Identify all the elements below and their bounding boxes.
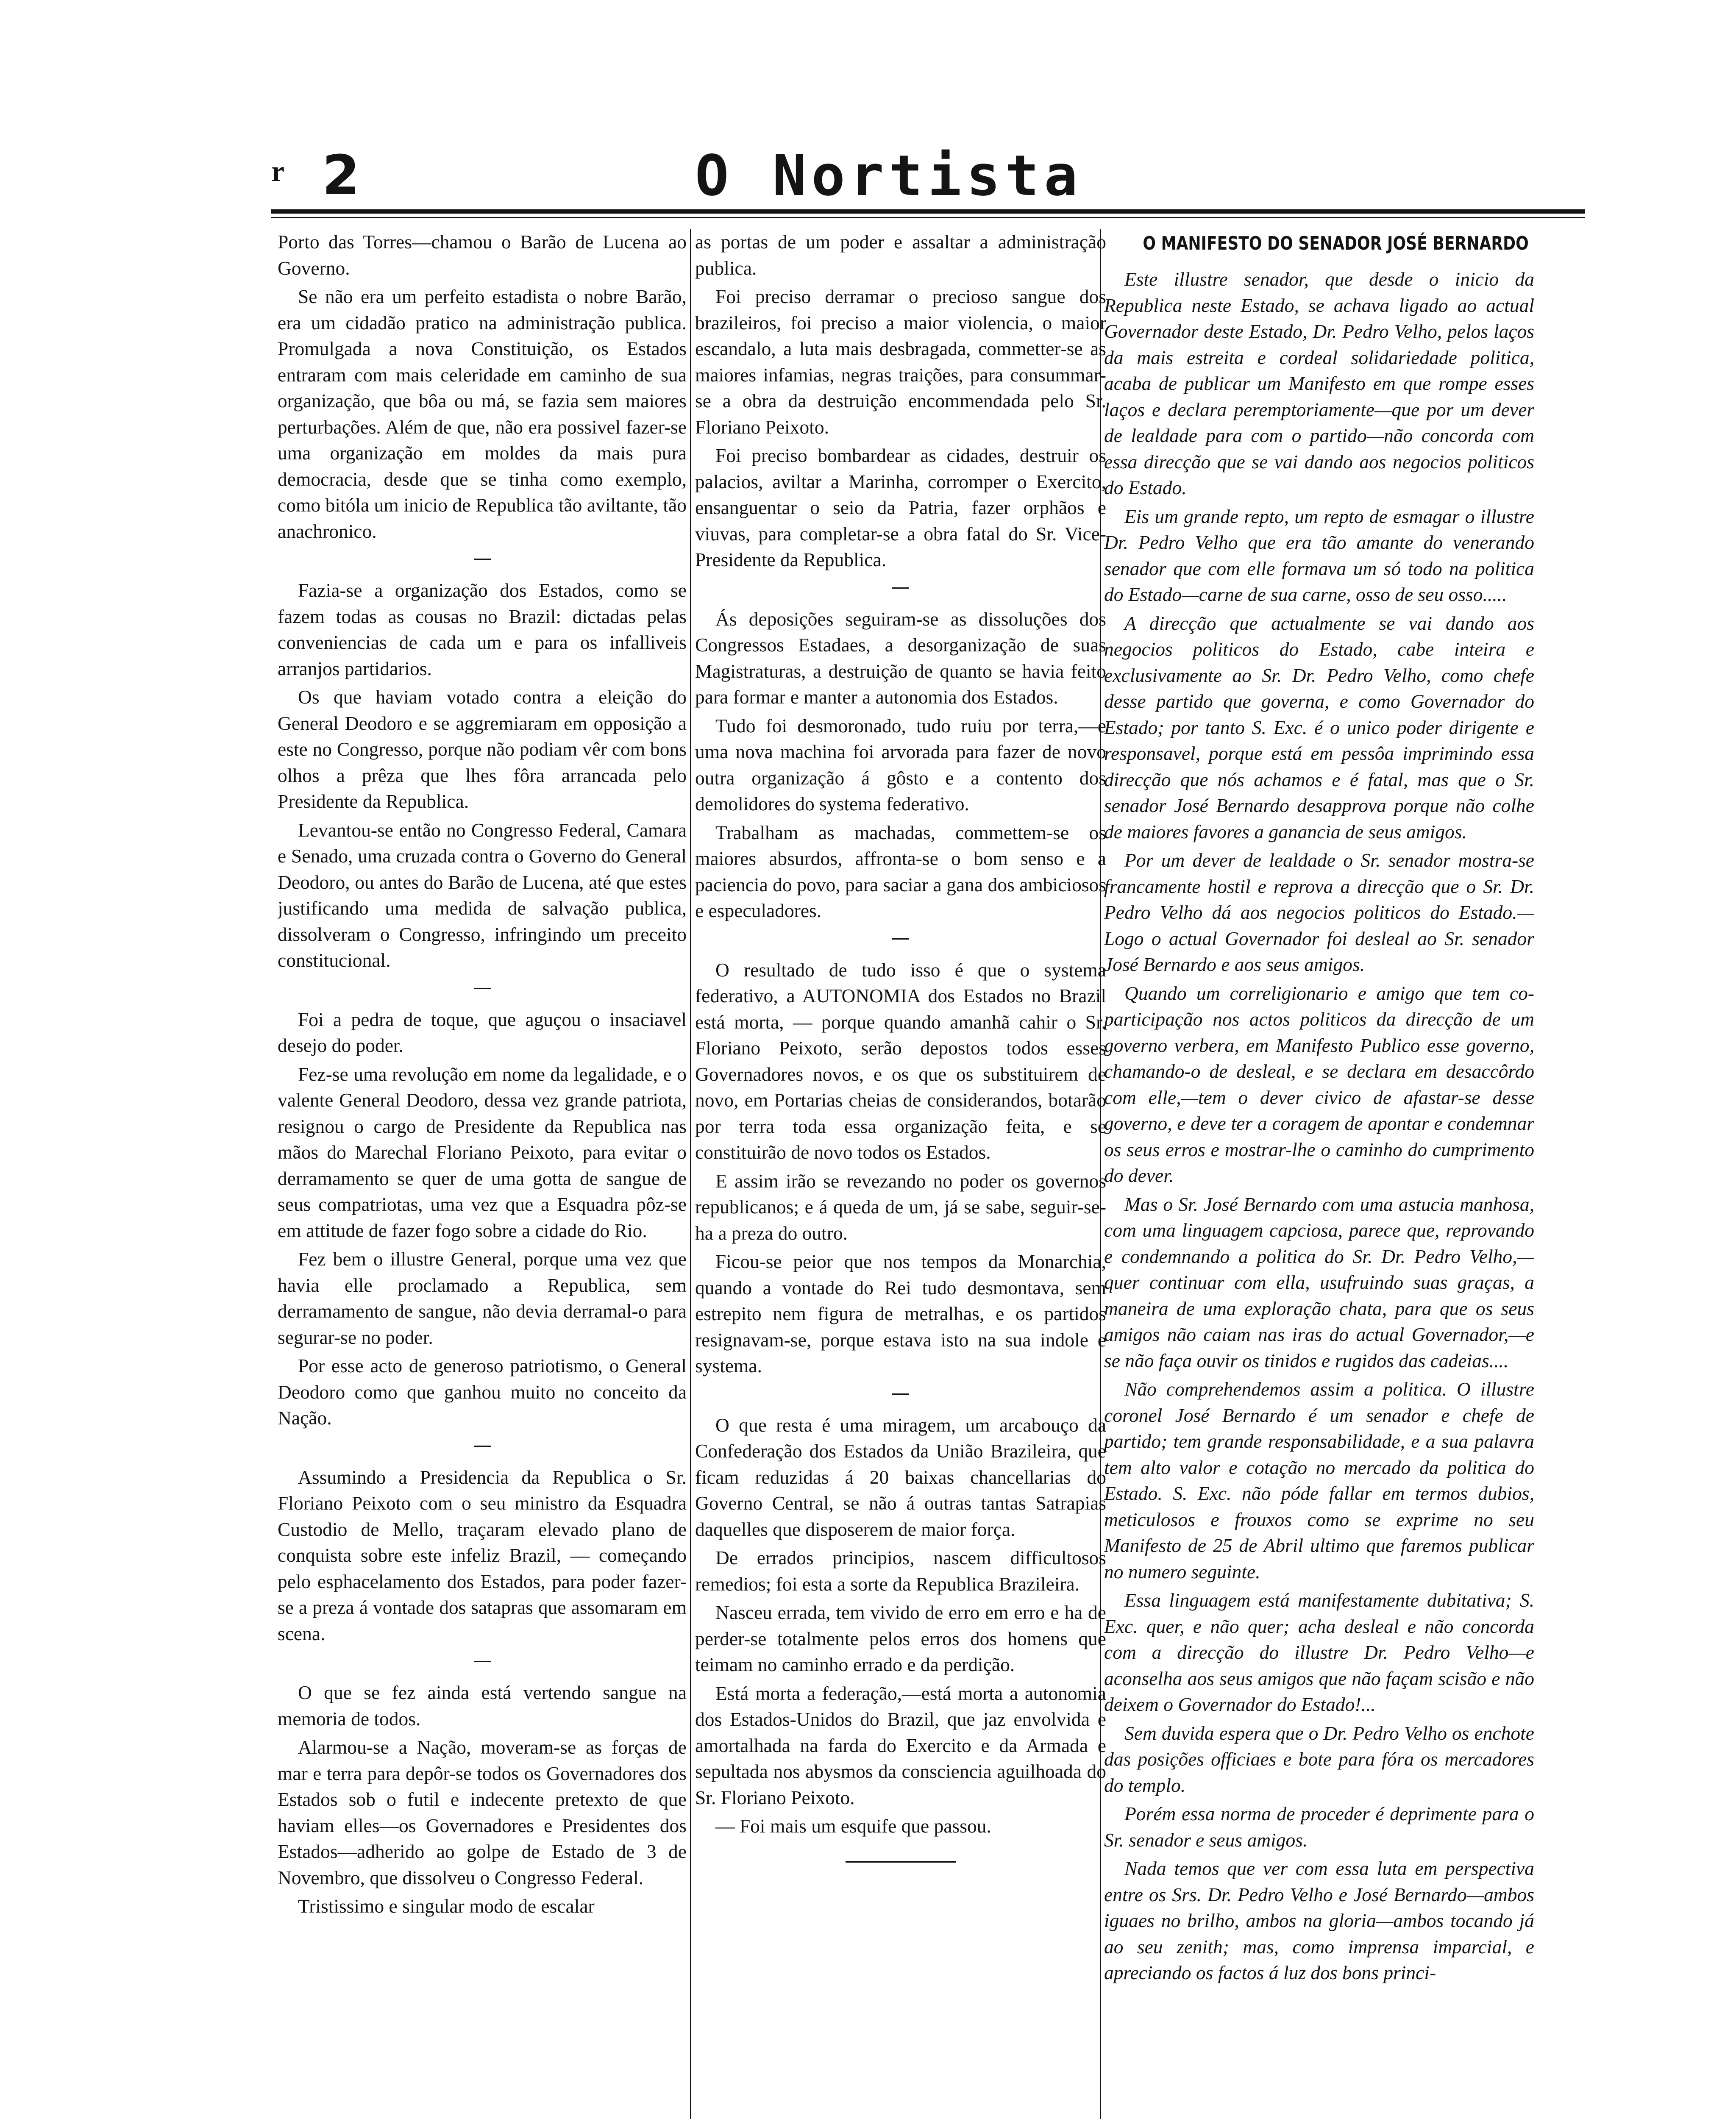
article-heading: O MANIFESTO DO SENADOR JOSÉ BERNARDO xyxy=(1143,233,1529,254)
end-rule xyxy=(695,1847,1106,1873)
article-column-2 xyxy=(695,229,1106,2119)
section-separator xyxy=(278,553,687,562)
paragraph: Está morta a federação,—está morta a autonomia dos Estados-Unidos do Brazil, que jaz envolvida e amortalhada na farda do Exercito e da Armada e sepultada nos abysmos da consciencia aguilhoada do Sr. Floriano Peixoto. xyxy=(695,1682,1106,1808)
article-column-1 xyxy=(278,229,687,2119)
paragraph: O resultado de tudo isso é que o systema federativo, a AUTONOMIA dos Estados no Brazil está morta, — porque quando amanhã cahir o Sr. Floriano Peixoto, serão depostos todos esses Governadores novos, e os que os substituirem de novo, em Portarias cheias de considerandos, botarão por terra toda essa organização feita, e se constituirão de novo todos os Estados. xyxy=(695,959,1106,1163)
paragraph: Este illustre senador, que desde o inicio da Republica neste Estado, se achava ligado ao actual Governador deste Estado, Dr. Pedro Velho, pelos laços da mais estreita e cordeal solidariedade politica, acaba de publicar um Manifesto em que rompe esses laços e declara peremptoriamente—que por um dever de lealdade para com o partido—não concorda com essa direcção que se vai dando aos negocios politicos do Estado. xyxy=(1104,268,1534,498)
paragraph: Eis um grande repto, um repto de esmagar o illustre Dr. Pedro Velho que era tão amante do venerando senador que com elle formava um só todo na politica do Estado—carne de sua carne, osso de seu osso..... xyxy=(1104,505,1534,605)
section-separator xyxy=(695,582,1106,591)
header-rule-thin xyxy=(271,217,1585,218)
section-separator xyxy=(278,1656,687,1664)
header-rule-thick xyxy=(271,209,1585,214)
column-divider-1 xyxy=(690,229,691,2119)
section-separator xyxy=(695,933,1106,942)
paragraph: O que se fez ainda está vertendo sangue na memoria de todos. xyxy=(278,1682,687,1730)
paragraph: Nasceu errada, tem vivido de erro em erro e ha de perder-se totalmente pelos erros dos homens que teimam no caminho errado e da perdição. xyxy=(695,1602,1106,1675)
section-separator xyxy=(695,1388,1106,1397)
paragraph: O que resta é uma miragem, um arcabouço da Confederação dos Estados da União Brazileira, que ficam reduzidas á 20 baixas chancellarias do Governo Central, se não á outras tantas Satrapias daquelles que disposerem de maior força. xyxy=(695,1414,1106,1540)
section-separator xyxy=(278,1440,687,1449)
paragraph: Fez bem o illustre General, porque uma vez que havia elle proclamado a Republica, sem derramamento de sangue, não devia derramal-o para segurar-se no poder. xyxy=(278,1248,687,1348)
paragraph: Trabalham as machadas, commettem-se os maiores absurdos, affronta-se o bom senso e a paciencia do povo, para saciar a gana dos ambiciosos e especuladores. xyxy=(695,821,1106,921)
paragraph: Mas o Sr. José Bernardo com uma astucia manhosa, com uma linguagem capciosa, parece que, reprovando e condemnando a politica do Sr. Dr. Pedro Velho,—quer continuar com ella, usufruindo suas graças, a maneira de uma exploração chata, para que os seus amigos não caiam nas iras do actual Governador,—e se não faça ouvir os tinidos e rugidos das cadeias.... xyxy=(1104,1193,1534,1371)
paragraph: Ás deposições seguiram-se as dissoluções dos Congressos Estadaes, a desorganização de suas Magistraturas, a destruição de quanto se havia feito para formar e manter a autonomia dos Estados. xyxy=(695,608,1106,708)
paragraph: Essa linguagem está manifestamente dubitativa; S. Exc. quer, e não quer; acha desleal e não concorda com a direcção do illustre Dr. Pedro Velho—e aconselha aos seus amigos que não façam scisão e não deixem o Governador do Estado!... xyxy=(1104,1589,1534,1715)
section-separator xyxy=(278,983,687,991)
paragraph: Foi a pedra de toque, que aguçou o insaciavel desejo do poder. xyxy=(278,1008,687,1056)
paragraph: Levantou-se então no Congresso Federal, Camara e Senado, uma cruzada contra o Governo do General Deodoro, ou antes do Barão de Lucena, até que estes justificando uma medida de salvação publica, dissolveram o Congresso, infringindo um preceito constitucional. xyxy=(278,819,687,971)
paragraph: Porto das Torres—chamou o Barão de Lucena ao Governo. xyxy=(278,231,687,279)
paragraph: A direcção que actualmente se vai dando aos negocios politicos do Estado, cabe inteira e exclusivamente ao Sr. Dr. Pedro Velho, como chefe desse partido que governa, e como Governador do Estado; por tanto S. Exc. é o unico poder dirigente e responsavel, porque está em pessôa imprimindo essa direcção que nós achamos e é fatal, mas que o Sr. senador José Bernardo desapprova porque não colhe de maiores favores a ganancia de seus amigos. xyxy=(1104,612,1534,843)
paragraph: Se não era um perfeito estadista o nobre Barão, era um cidadão pratico na administração publica. Promulgada a nova Constituição, os Estados entraram com mais celeridade em caminho de sua organização, que bôa ou má, se fazia sem maiores perturbações. Além de que, não era possivel fazer-se uma organização em moldes da mais pura democracia, desde que se tinha como exemplo, como bitóla um inicio de Republica tão aviltante, tão anachronico. xyxy=(278,286,687,542)
paragraph: as portas de um poder e assaltar a administração publica. xyxy=(695,231,1106,279)
paragraph: Sem duvida espera que o Dr. Pedro Velho os enchote das posições officiaes e bote para fóra os mercadores do templo. xyxy=(1104,1722,1534,1796)
paragraph: De errados principios, nascem difficultosos remedios; foi esta a sorte da Republica Brazileira. xyxy=(695,1547,1106,1595)
paragraph: E assim irão se revezando no poder os governos republicanos; e á queda de um, já se sabe, seguir-se-ha a preza do outro. xyxy=(695,1170,1106,1244)
paragraph: Tudo foi desmoronado, tudo ruiu por terra,—e uma nova machina foi arvorada para fazer de novo outra organização á gôsto e a contento dos demolidores do systema federativo. xyxy=(695,715,1106,815)
newspaper-title: O Nortista xyxy=(695,143,1083,209)
paragraph: Porém essa norma de proceder é deprimente para o Sr. senador e seus amigos. xyxy=(1104,1803,1534,1851)
article-column-3 xyxy=(1104,229,1534,2119)
paragraph: Os que haviam votado contra a eleição do General Deodoro e se aggremiaram em opposição a este no Congresso, porque não podiam vêr com bons olhos a prêza que lhes fôra arrancada pelo Presidente da Republica. xyxy=(278,686,687,812)
paragraph: Fazia-se a organização dos Estados, como se fazem todas as cousas no Brazil: dictadas pelas conveniencias de cada um e para os infalliveis arranjos partidarios. xyxy=(278,579,687,679)
corner-mark: r xyxy=(271,155,285,188)
paragraph: Ficou-se peior que nos tempos da Monarchia, quando a vontade do Rei tudo desmontava, sem estrepito nem figura de metralhas, e os partidos resignavam-se, porque estava isto na sua indole e systema. xyxy=(695,1251,1106,1377)
masthead xyxy=(271,144,1585,208)
paragraph: — Foi mais um esquife que passou. xyxy=(715,1815,991,1837)
paragraph: Não comprehendemos assim a politica. O illustre coronel José Bernardo é um senador e chefe de partido; tem grande responsabilidade, e a sua palavra tem alto valor e cotação no mercado da politica do Estado. S. Exc. não póde fallar em termos dubios, meticulosos e frouxos como se exprime no seu Manifesto de 25 de Abril ultimo que faremos publicar no numero seguinte. xyxy=(1104,1378,1534,1582)
paragraph: Nada temos que ver com essa luta em perspectiva entre os Srs. Dr. Pedro Velho e José Bernardo—ambos iguaes no brilho, ambos na gloria—ambos tocando já ao seu zenith; mas, como imprensa imparcial, e apreciando os factos á luz dos bons princi- xyxy=(1104,1858,1534,1983)
paragraph: Fez-se uma revolução em nome da legalidade, e o valente General Deodoro, dessa vez grande patriota, resignou o cargo de Presidente da Republica nas mãos do Marechal Floriano Peixoto, para evitar o derramamento se quer de uma gotta de sangue de seus compatriotas, uma vez que a Esquadra pôz-se em attitude de fazer fogo sobre a cidade do Rio. xyxy=(278,1063,687,1241)
paragraph: Quando um correligionario e amigo que tem co-participação nos actos politicos da direcção de um governo verbera, em Manifesto Publico esse governo, chamando-o de desleal, e se declara em desaccôrdo com elle,—tem o dever civico de afastar-se desse governo, e deve ter a coragem de apontar e condemnar os seus erros e mostrar-lhe o caminho do cumprimento do dever. xyxy=(1104,982,1534,1186)
paragraph: Tristissimo e singular modo de escalar xyxy=(298,1895,595,1917)
paragraph: Foi preciso bombardear as cidades, destruir os palacios, aviltar a Marinha, corromper o Exercito, ensanguentar o seio da Patria, fazer orphãos e viuvas, para completar-se a obra fatal do Sr. Vice-Presidente da Republica. xyxy=(695,445,1106,570)
paragraph: Assumindo a Presidencia da Republica o Sr. Floriano Peixoto com o seu ministro da Esquadra Custodio de Mello, traçaram elevado plano de conquista sobre este infeliz Brazil, — começando pelo esphacelamento dos Estados, para poder fazer-se a preza á vontade dos satapras que assomaram em scena. xyxy=(278,1466,687,1644)
page-number: 2 xyxy=(322,144,360,207)
paragraph: Foi preciso derramar o precioso sangue dos brazileiros, foi preciso a maior violencia, o maior escandalo, a luta mais desbragada, commetter-se as maiores infamias, negras traições, para consummar-se a obra da destruição encommendada pelo Sr. Floriano Peixoto. xyxy=(695,286,1106,438)
paragraph: Por um dever de lealdade o Sr. senador mostra-se francamente hostil e reprova a direcção que o Sr. Dr. Pedro Velho dá aos negocios politicos do Estado.—Logo o actual Governador foi desleal ao Sr. senador José Bernardo e aos seus amigos. xyxy=(1104,849,1534,975)
paragraph: Alarmou-se a Nação, moveram-se as forças de mar e terra para depôr-se todos os Governadores dos Estados sob o futil e indecente pretexto de que haviam elles—os Governadores e Presidentes dos Estados—adherido ao golpe de Estado de 3 de Novembro, que dissolveu o Congresso Federal. xyxy=(278,1736,687,1888)
paragraph: Por esse acto de generoso patriotismo, o General Deodoro como que ganhou muito no conceito da Nação. xyxy=(278,1355,687,1429)
